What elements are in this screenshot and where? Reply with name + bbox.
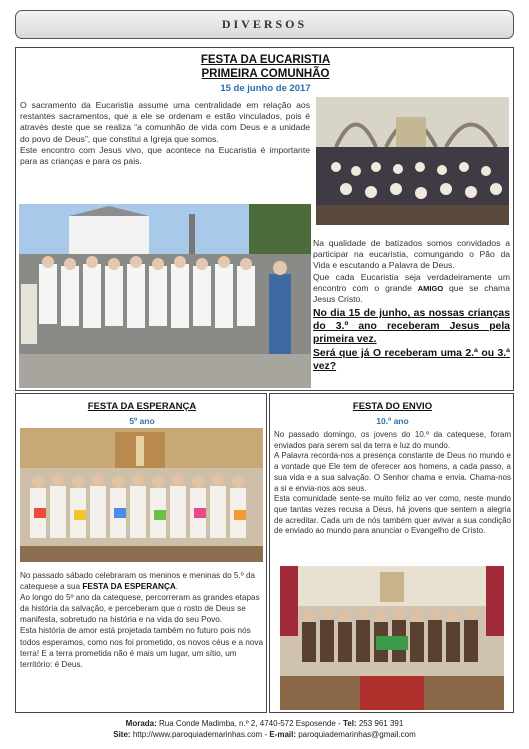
body-paragraph-3: Na qualidade de batizados somos convidados a participar na eucaristia, comungando o Pão da Vida e escutando a Palavra de Deus.	[313, 238, 510, 271]
site-label: Site:	[113, 730, 131, 739]
address-label: Morada:	[125, 719, 157, 728]
article-intro	[20, 100, 310, 167]
hope-body	[20, 570, 264, 670]
hope-paragraph-1	[20, 570, 264, 592]
intro-paragraph: O sacramento da Eucaristia assume uma centralidade em relação aos restantes sacramentos, que a ele se ordenam e estão vinculados, pois é através deste que se realiza “a comunhão de vida com Deus e a unidade do povo de Deus”, que constitui a Igreja que somos.	[20, 100, 310, 144]
para4-text-end: que se chama Jesus Cristo.	[313, 282, 510, 305]
site-link[interactable]: http://www.paroquiademarinhas.com	[132, 730, 263, 739]
hope-para1-text: No passado sábado celebraram os meninos e meninas do 5.º da catequese a sua	[20, 571, 256, 592]
hope-para1-end: .	[175, 582, 179, 592]
church-interior-photo	[316, 97, 509, 225]
email-link[interactable]: paroquiademarinhas@gmail.com	[298, 730, 416, 739]
address-value: Rua Conde Madimba, n.º 2, 4740-572 Esposende	[159, 719, 336, 728]
section-header-label: DIVERSOS	[221, 17, 308, 31]
amigo-emphasis: AMIGO	[417, 283, 444, 293]
sending-body	[274, 430, 511, 537]
highlight-question: Será que já O receberam uma 2.ª ou 3.ª vez?	[313, 348, 510, 373]
phone-value: 253 961 391	[358, 719, 404, 728]
first-communion-group-photo	[19, 204, 311, 388]
article-date: 15 de junho de 2017	[220, 83, 311, 94]
section-header	[15, 10, 514, 39]
sending-paragraph-3: Esta comunidade sente-se muito feliz ao ver como, neste mundo que tantas vezes recusa a Deus, há jovens que sentem a alegria de acreditar. Cada um de nós também quer avivar a sua condição de enviado ao mundo para anunciar o Evangelho de Cristo.	[274, 494, 511, 536]
hope-festival-article	[15, 393, 267, 713]
title-line-1: FESTA DA EUCARISTIA	[200, 54, 331, 66]
sending-title: FESTA DO ENVIO	[352, 401, 433, 412]
footer-address: Morada: Rua Conde Madimba, n.º 2, 4740-572 Esposende - Tel: 253 961 391	[125, 719, 404, 728]
hope-festival-emphasis: FESTA DA ESPERANÇA	[82, 582, 176, 592]
footer-contact: Site: http://www.paroquiademarinhas.com - E-mail: paroquiademarinhas@gmail.com	[113, 730, 416, 739]
highlight-first-communion: No dia 15 de junho, as nossas crianças do 3.º ano receberam Jesus pela primeira vez.	[313, 308, 510, 346]
sending-festival-article	[269, 393, 514, 713]
phone-label: Tel:	[342, 719, 357, 728]
article-title	[16, 53, 515, 81]
para4-text: Que cada Eucaristia seja verdadeiramente um encontro com o grande	[313, 271, 510, 293]
sending-paragraph-2: A Palavra recorda-nos a presença constante de Deus no mundo e a vontade que Ele tem de oferecer aos homens, a cada passo, a sua vida e a sua salvação. O Senhor chama e envia. Chama-nos a si e envia-nos aos seus.	[274, 451, 511, 493]
tenth-grade-group-photo	[280, 566, 504, 710]
sending-paragraph-1: No passado domingo, os jovens do 10.º da catequese, foram enviados para serem sal da terra e luz do mundo.	[274, 430, 511, 450]
fifth-grade-group-photo	[20, 428, 263, 562]
intro-paragraph-2: Este encontro com Jesus vivo, que acontece na Eucaristia é importante para as crianças e para os pais.	[20, 144, 310, 167]
hope-paragraph-3: Esta história de amor está projetada também no futuro pois nós todos esperamos, como nos foi prometido, os novos céus e a nova terra! E a terra prometida não é mais um lugar, um sítio, um território: é Deus.	[20, 626, 264, 669]
hope-title: FESTA DA ESPERANÇA	[87, 401, 197, 412]
email-label: E-mail:	[269, 730, 296, 739]
title-line-2: PRIMEIRA COMUNHÃO	[201, 68, 330, 80]
body-paragraph-4	[313, 272, 510, 306]
hope-paragraph-2: Ao longo do 5º ano da catequese, percorreram as grandes etapas da história da salvação, e perceberam que o rosto de Deus se manifesta, sobretudo na história e na vida do seu Povo.	[20, 593, 260, 625]
sending-subtitle: 10.º ano	[376, 416, 409, 426]
hope-subtitle: 5º ano	[129, 416, 155, 426]
eucharist-article	[15, 47, 514, 391]
article-body	[313, 238, 510, 373]
